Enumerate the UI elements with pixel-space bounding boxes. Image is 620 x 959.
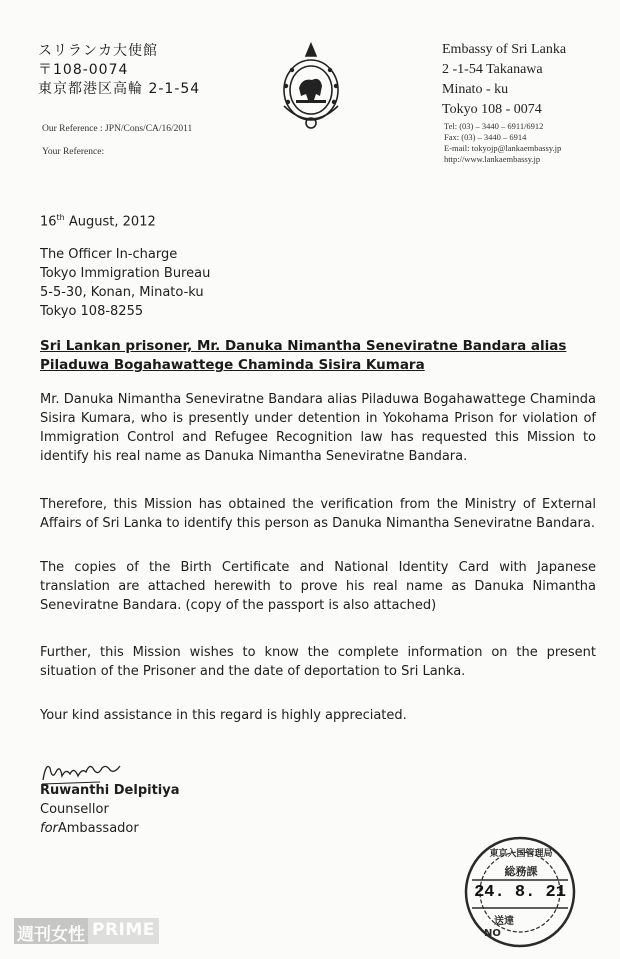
subject-line: Piladuwa Bogahawattege Chaminda Sisira Kumara [40, 357, 425, 373]
stamp-delivery: 送達 [494, 916, 514, 927]
letter-date [40, 208, 156, 231]
letterhead-japanese [38, 42, 200, 99]
stamp-office: 東京入国管理局 [489, 849, 553, 859]
paragraph-verification: Therefore, this Mission has obtained the verification from the Ministry of External Affairs of Sri Lanka to identify this person as Danuka Nimantha Seneviratne Bandara. [40, 497, 596, 531]
embassy-ward: Minato - ku [442, 82, 509, 97]
embassy-city: Tokyo 108 - 0074 [442, 102, 542, 117]
letterhead-jp-name: スリランカ大使館 [38, 43, 158, 59]
date-suffix: th [56, 213, 65, 222]
signatory-capacity [40, 819, 180, 838]
stamp-date: 24. 8. 21 [474, 883, 566, 902]
our-reference: Our Reference : JPN/Cons/CA/16/2011 [42, 124, 193, 134]
signatory-title: Counsellor [40, 802, 109, 817]
letterhead-jp-address: 東京都港区高輪 2-1-54 [38, 81, 201, 97]
sri-lanka-emblem-icon [272, 40, 350, 132]
watermark-jp: 週刊女性 [14, 918, 88, 944]
your-reference: Your Reference: [42, 147, 105, 157]
recipient-line: The Officer In-charge [40, 247, 178, 262]
paragraph-request: Mr. Danuka Nimantha Seneviratne Bandara alias Piladuwa Bogahawattege Chaminda Sisira Kumara, who is presently under detention in Yokohama Prison for violation of Immigration Control and Refugee Recognition law has requested this Mission to identify his real name as Danuka Nimantha Seneviratne Bandara. [40, 392, 596, 464]
watermark-en: PRIME [88, 918, 159, 944]
recipient-address [40, 245, 210, 321]
embassy-tel: Tel: (03) – 3440 – 6911/6912 [444, 121, 544, 131]
receipt-stamp [450, 830, 590, 950]
embassy-website: http://www.lankaembassy.jp [444, 154, 541, 164]
paragraph-attachments: The copies of the Birth Certificate and National Identity Card with Japanese translation are attached herewith to prove his real name as Danuka Nimantha Seneviratne Bandara. (copy of the passport is also attached) [40, 560, 596, 613]
stamp-section: 総務課 [504, 865, 538, 878]
embassy-name: Embassy of Sri Lanka [442, 42, 567, 57]
recipient-line: Tokyo Immigration Bureau [40, 266, 211, 281]
embassy-email: E-mail: tokyojp@lankaembassy.jp [444, 143, 562, 153]
letterhead-contact [444, 121, 561, 165]
date-day: 16 [40, 214, 57, 230]
signatory-for: for [40, 821, 58, 836]
stamp-no-label: NO [484, 928, 501, 939]
publisher-watermark [14, 918, 159, 944]
embassy-fax: Fax: (03) – 3440 – 6914 [444, 132, 527, 142]
signatory-name: Ruwanthi Delpitiya [40, 783, 180, 798]
recipient-line: Tokyo 108-8255 [40, 304, 144, 319]
letterhead-english [442, 40, 566, 120]
paragraph-inquiry: Further, this Mission wishes to know the complete information on the present situation of the Prisoner and the date of deportation to Sri Lanka. [40, 645, 596, 679]
subject-line: Sri Lankan prisoner, Mr. Danuka Nimantha Seneviratne Bandara alias [40, 338, 567, 354]
letterhead-jp-postcode: 〒108-0074 [38, 62, 129, 78]
embassy-street: 2 -1-54 Takanawa [442, 62, 543, 77]
signature-block [40, 781, 180, 838]
paragraph-closing: Your kind assistance in this regard is highly appreciated. [40, 708, 407, 723]
letter-subject [40, 337, 600, 375]
signatory-ambassador: Ambassador [57, 821, 139, 836]
recipient-line: 5-5-30, Konan, Minato-ku [40, 285, 204, 300]
date-month-year: August, 2012 [64, 214, 156, 230]
